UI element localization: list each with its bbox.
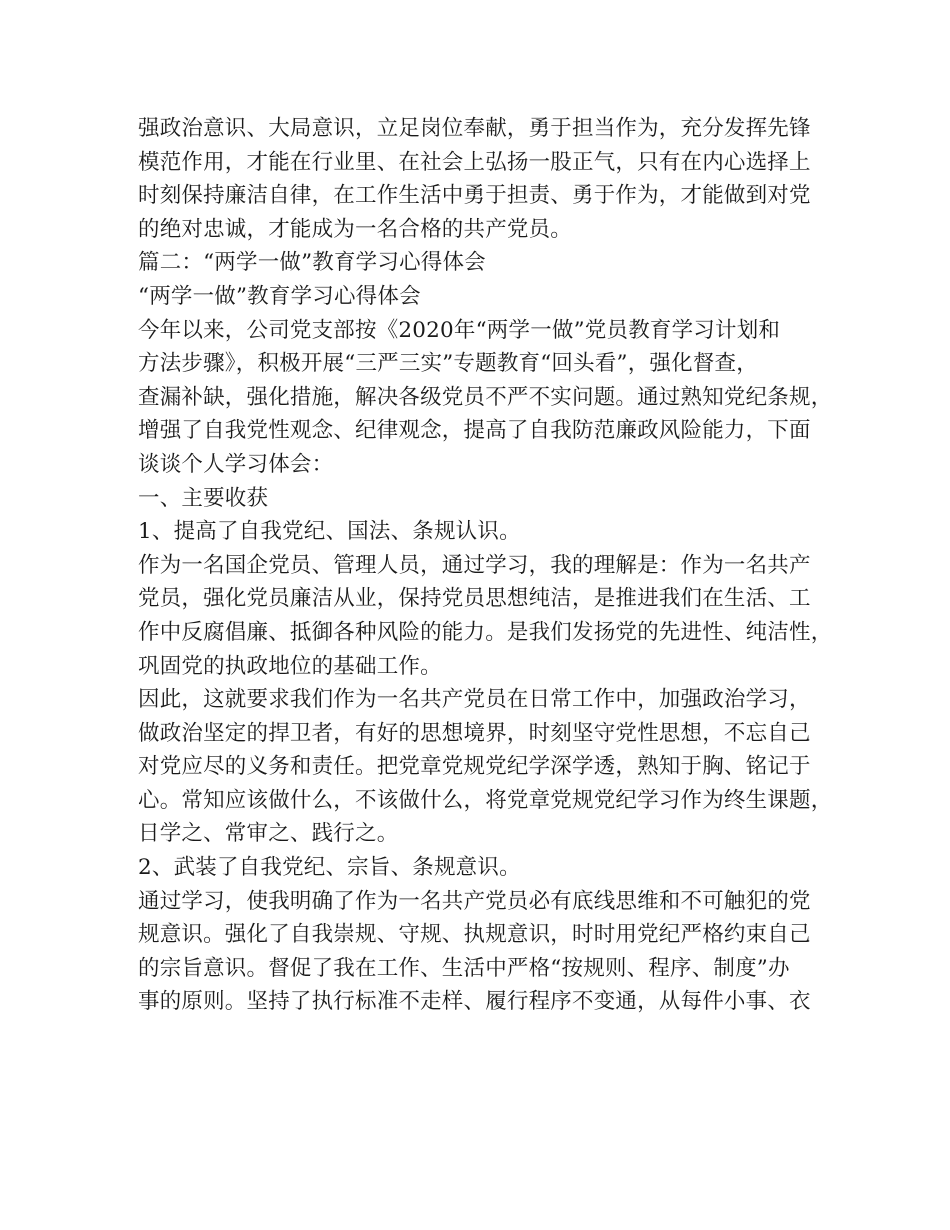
text-line: 今年以来，公司党支部按《2020年“两学一做”党员教育学习计划和 — [138, 317, 781, 343]
text-line: 事的原则。坚持了执行标准不走样、履行程序不变通，从每件小事、衣 — [138, 989, 811, 1015]
text-line: 心。常知应该做什么，不该做什么，将党章党规党纪学习作为终生课题， — [138, 787, 833, 813]
section-heading: 篇二：“两学一做”教育学习心得体会 — [138, 250, 486, 276]
point-heading: 2、武装了自我党纪、宗旨、条规意识。 — [138, 855, 521, 881]
text-line: 党员，强化党员廉洁从业，保持党员思想纯洁，是推进我们在生活、工 — [138, 586, 811, 612]
text-line: 通过学习，使我明确了作为一名共产党员必有底线思维和不可触犯的党 — [138, 888, 811, 914]
text-line: 规意识。强化了自我崇规、守规、执规意识，时时用党纪严格约束自己 — [138, 922, 811, 948]
text-line: 方法步骤》，积极开展“三严三实”专题教育“回头看”，强化督查， — [138, 351, 758, 377]
text-line: 的宗旨意识。督促了我在工作、生活中严格“按规则、程序、制度”办 — [138, 955, 790, 981]
text-line: 强政治意识、大局意识，立足岗位奉献，勇于担当作为，充分发挥先锋 — [138, 116, 811, 141]
subsection-heading: 一、主要收获 — [138, 485, 269, 511]
text-line: 作中反腐倡廉、抵御各种风险的能力。是我们发扬党的先进性、纯洁性， — [138, 619, 833, 645]
text-line: 对党应尽的义务和责任。把党章党规党纪学深学透，熟知于胸、铭记于 — [138, 754, 811, 780]
text-line: 时刻保持廉洁自律，在工作生活中勇于担责、勇于作为，才能做到对党 — [138, 183, 811, 209]
text-line: 巩固党的执政地位的基础工作。 — [138, 653, 442, 679]
article-title: “两学一做”教育学习心得体会 — [138, 283, 421, 309]
text-line: 做政治坚定的捍卫者，有好的思想境界，时刻坚守党性思想，不忘自己 — [138, 720, 811, 746]
text-line: 日学之、常审之、践行之。 — [138, 821, 399, 847]
text-line: 的绝对忠诚，才能成为一名合格的共产党员。 — [138, 216, 573, 242]
point-heading: 1、提高了自我党纪、国法、条规认识。 — [138, 519, 521, 545]
text-line: 谈谈个人学习体会： — [138, 451, 334, 477]
text-line: 模范作用，才能在行业里、在社会上弘扬一股正气，只有在内心选择上 — [138, 149, 811, 175]
text-line: 因此，这就要求我们作为一名共产党员在日常工作中，加强政治学习， — [138, 687, 811, 713]
text-line: 作为一名国企党员、管理人员，通过学习，我的理解是：作为一名共产 — [138, 552, 811, 578]
text-line: 增强了自我党性观念、纪律观念，提高了自我防范廉政风险能力，下面 — [138, 418, 811, 444]
text-line: 查漏补缺，强化措施，解决各级党员不严不实问题。通过熟知党纪条规， — [138, 384, 833, 410]
document-body — [138, 112, 833, 1019]
